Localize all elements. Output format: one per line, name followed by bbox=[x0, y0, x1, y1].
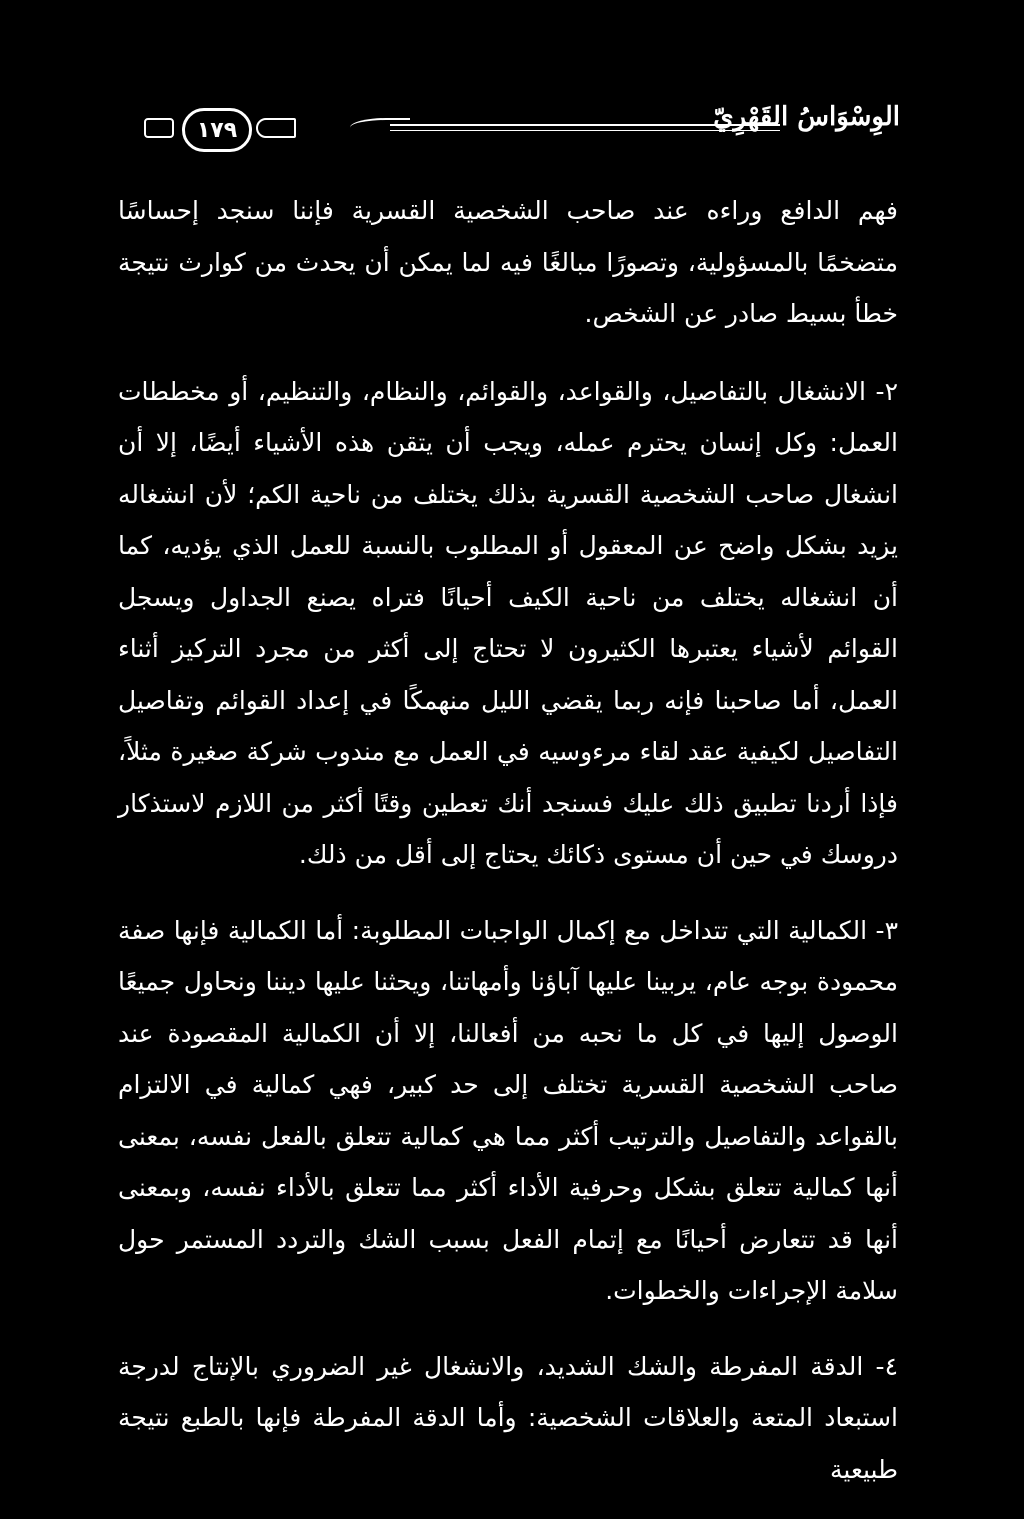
page-header bbox=[120, 100, 900, 160]
page-body bbox=[118, 185, 898, 1519]
paragraph: ٢- الانشغال بالتفاصيل، والقواعد، والقوائم، والنظام، والتنظيم، أو مخططات العمل: وكل إنسان يحترم عمله، ويجب أن يتقن هذه الأشياء أيضًا، إلا أن انشغال صاحب الشخصية القسرية بذلك يختلف من ناحية الكم؛ لأن انشغاله يزيد بشكل واضح عن المعقول أو المطلوب بالنسبة للعمل الذي يؤديه، كما أن انشغاله يختلف من ناحية الكيف أحيانًا فتراه يصنع الجداول ويسجل القوائم لأشياء يعتبرها الكثيرون لا تحتاج إلى أكثر من مجرد التركيز أثناء العمل، أما صاحبنا فإنه ربما يقضي الليل منهمكًا في إعداد القوائم وتفاصيل التفاصيل لكيفية عقد لقاء مرءوسيه في العمل مع مندوب شركة صغيرة مثلاً، فإذا أردنا تطبيق ذلك عليك فسنجد أنك تعطين وقتًا أكثر من اللازم لاستذكار دروسك في حين أن مستوى ذكائك يحتاج إلى أقل من ذلك. bbox=[118, 376, 898, 869]
ornament-icon bbox=[256, 118, 296, 138]
page-number: ١٧٩ bbox=[182, 108, 252, 152]
paragraph: ٣- الكمالية التي تتداخل مع إكمال الواجبات المطلوبة: أما الكمالية فإنها صفة محمودة بوجه عام، يربينا عليها آباؤنا وأمهاتنا، ويحثنا عليها ديننا ونحاول جميعًا الوصول إليها في كل ما نحبه من أفعالنا، إلا أن الكمالية المقصودة عند صاحب الشخصية القسرية تختلف إلى حد كبير، فهي كمالية في الالتزام بالقواعد والتفاصيل والترتيب أكثر مما هي كمالية تتعلق بالفعل نفسه، بمعنى أنها كمالية تتعلق بشكل وحرفية الأداء أكثر مما تتعلق بالأداء نفسه، وبمعنى أنها قد تتعارض أحيانًا مع إتمام الفعل بسبب الشك والتردد المستمر حول سلامة الإجراءات والخطوات. bbox=[118, 915, 898, 1305]
ornament-icon bbox=[144, 118, 174, 138]
paragraph: فهم الدافع وراءه عند صاحب الشخصية القسرية فإننا سنجد إحساسًا متضخمًا بالمسؤولية، وتصورًا مبالغًا فيه لما يمكن أن يحدث من كوارث نتيجة خطأ بسيط صادر عن الشخص. bbox=[118, 196, 898, 328]
book-title: الوِسْوَاسُ القَهْرِيّ bbox=[713, 102, 900, 132]
paragraph: ٤- الدقة المفرطة والشك الشديد، والانشغال غير الضروري بالإنتاج لدرجة استبعاد المتعة والعلاقات الشخصية: وأما الدقة المفرطة فإنها بالطبع نتيجة طبيعية bbox=[118, 1351, 898, 1484]
